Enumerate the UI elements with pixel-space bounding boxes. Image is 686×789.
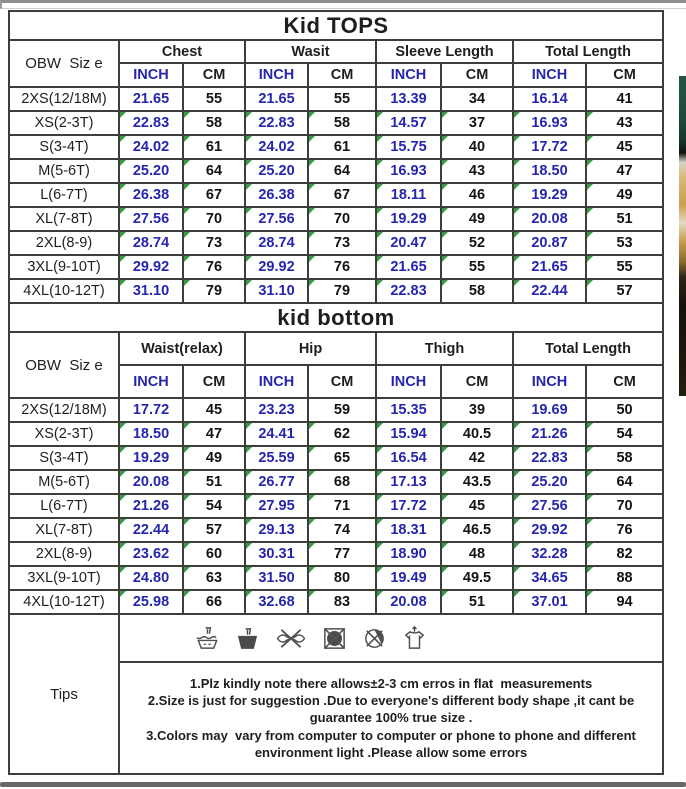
- value-cell: 88: [586, 566, 663, 590]
- value-cell: 30.31: [245, 542, 308, 566]
- value-cell: 28.74: [245, 231, 308, 255]
- value-cell: 39: [441, 398, 513, 422]
- value-cell: 76: [308, 255, 376, 279]
- value-cell: 77: [308, 542, 376, 566]
- value-cell: 70: [308, 207, 376, 231]
- measure-group-header: Total Length: [513, 332, 663, 365]
- value-cell: 26.38: [245, 183, 308, 207]
- measure-group-header: Thigh: [376, 332, 513, 365]
- value-cell: 41: [586, 87, 663, 111]
- unit-header-cm: CM: [183, 63, 245, 87]
- value-cell: 21.65: [376, 255, 441, 279]
- value-cell: 70: [183, 207, 245, 231]
- value-cell: 29.92: [513, 518, 586, 542]
- value-cell: 70: [586, 494, 663, 518]
- unit-header-inch: INCH: [245, 365, 308, 398]
- value-cell: 25.20: [119, 159, 183, 183]
- unit-header-inch: INCH: [376, 365, 441, 398]
- value-cell: 17.72: [119, 398, 183, 422]
- value-cell: 23.62: [119, 542, 183, 566]
- value-cell: 31.10: [245, 279, 308, 303]
- tip-line: 2.Size is just for suggestion .Due to everyone's different body shape ,it cant be guarantee 100% true size .: [147, 693, 638, 726]
- size-cell: 2XS(12/18M): [9, 398, 119, 422]
- value-cell: 46.5: [441, 518, 513, 542]
- value-cell: 58: [586, 446, 663, 470]
- value-cell: 63: [183, 566, 245, 590]
- value-cell: 62: [308, 422, 376, 446]
- previous-section-edge: [0, 0, 686, 9]
- value-cell: 46: [441, 183, 513, 207]
- size-cell: 4XL(10-12T): [9, 590, 119, 614]
- do-not-tumble-dry-icon: [321, 625, 348, 652]
- value-cell: 21.26: [119, 494, 183, 518]
- size-cell: 3XL(9-10T): [9, 255, 119, 279]
- value-cell: 52: [441, 231, 513, 255]
- value-cell: 21.65: [119, 87, 183, 111]
- value-cell: 17.72: [513, 135, 586, 159]
- value-cell: 27.95: [245, 494, 308, 518]
- value-cell: 18.50: [119, 422, 183, 446]
- value-cell: 29.92: [119, 255, 183, 279]
- value-cell: 50: [586, 398, 663, 422]
- value-cell: 27.56: [245, 207, 308, 231]
- value-cell: 51: [183, 470, 245, 494]
- value-cell: 29.92: [245, 255, 308, 279]
- value-cell: 20.08: [119, 470, 183, 494]
- bottom-divider: [0, 782, 686, 787]
- hand-wash-icon: [194, 625, 221, 652]
- size-cell: 3XL(9-10T): [9, 566, 119, 590]
- measure-group-header: Sleeve Length: [376, 40, 513, 63]
- value-cell: 16.14: [513, 87, 586, 111]
- value-cell: 21.65: [245, 87, 308, 111]
- value-cell: 28.74: [119, 231, 183, 255]
- care-icons-cell: [119, 614, 663, 662]
- tips-text: [119, 662, 663, 774]
- value-cell: 18.50: [513, 159, 586, 183]
- value-cell: 22.83: [513, 446, 586, 470]
- value-cell: 15.35: [376, 398, 441, 422]
- value-cell: 24.02: [119, 135, 183, 159]
- value-cell: 24.41: [245, 422, 308, 446]
- wash-basin-dark-icon: [234, 625, 261, 652]
- size-chart-table: [8, 10, 664, 775]
- unit-header-cm: CM: [586, 365, 663, 398]
- value-cell: 21.65: [513, 255, 586, 279]
- value-cell: 21.26: [513, 422, 586, 446]
- value-cell: 25.20: [245, 159, 308, 183]
- size-cell: XS(2-3T): [9, 111, 119, 135]
- value-cell: 49: [586, 183, 663, 207]
- value-cell: 19.49: [376, 566, 441, 590]
- tips-label: Tips: [9, 614, 119, 774]
- unit-header-cm: CM: [441, 63, 513, 87]
- value-cell: 57: [183, 518, 245, 542]
- hang-dry-icon: [401, 625, 428, 652]
- value-cell: 45: [183, 398, 245, 422]
- unit-header-inch: INCH: [245, 63, 308, 87]
- value-cell: 18.90: [376, 542, 441, 566]
- value-cell: 31.50: [245, 566, 308, 590]
- value-cell: 15.75: [376, 135, 441, 159]
- measure-group-header: Chest: [119, 40, 245, 63]
- size-cell: L(6-7T): [9, 183, 119, 207]
- size-cell: M(5-6T): [9, 470, 119, 494]
- kid-bottom-title: kid bottom: [9, 303, 663, 332]
- size-cell: 4XL(10-12T): [9, 279, 119, 303]
- value-cell: 22.44: [513, 279, 586, 303]
- measure-group-header: Waist(relax): [119, 332, 245, 365]
- value-cell: 42: [441, 446, 513, 470]
- value-cell: 25.20: [513, 470, 586, 494]
- value-cell: 58: [308, 111, 376, 135]
- value-cell: 47: [183, 422, 245, 446]
- measure-group-header: Total Length: [513, 40, 663, 63]
- unit-header-cm: CM: [586, 63, 663, 87]
- value-cell: 64: [586, 470, 663, 494]
- value-cell: 20.87: [513, 231, 586, 255]
- value-cell: 76: [586, 518, 663, 542]
- value-cell: 19.29: [513, 183, 586, 207]
- do-not-wring-icon: [274, 625, 308, 652]
- unit-header-inch: INCH: [119, 365, 183, 398]
- value-cell: 18.11: [376, 183, 441, 207]
- value-cell: 26.38: [119, 183, 183, 207]
- value-cell: 73: [308, 231, 376, 255]
- value-cell: 20.47: [376, 231, 441, 255]
- unit-header-cm: CM: [308, 63, 376, 87]
- value-cell: 26.77: [245, 470, 308, 494]
- value-cell: 14.57: [376, 111, 441, 135]
- value-cell: 49.5: [441, 566, 513, 590]
- value-cell: 66: [183, 590, 245, 614]
- value-cell: 22.83: [376, 279, 441, 303]
- value-cell: 45: [586, 135, 663, 159]
- value-cell: 17.13: [376, 470, 441, 494]
- value-cell: 67: [183, 183, 245, 207]
- size-cell: XL(7-8T): [9, 207, 119, 231]
- value-cell: 57: [586, 279, 663, 303]
- unit-header-inch: INCH: [513, 63, 586, 87]
- size-cell: S(3-4T): [9, 135, 119, 159]
- care-icons-row: [120, 625, 662, 652]
- value-cell: 40: [441, 135, 513, 159]
- size-column-header: OBW Siz e: [9, 332, 119, 398]
- value-cell: 94: [586, 590, 663, 614]
- size-cell: 2XL(8-9): [9, 542, 119, 566]
- value-cell: 79: [308, 279, 376, 303]
- unit-header-inch: INCH: [513, 365, 586, 398]
- size-cell: 2XL(8-9): [9, 231, 119, 255]
- size-cell: XS(2-3T): [9, 422, 119, 446]
- value-cell: 53: [586, 231, 663, 255]
- unit-header-cm: CM: [183, 365, 245, 398]
- value-cell: 68: [308, 470, 376, 494]
- size-column-header: OBW Siz e: [9, 40, 119, 87]
- value-cell: 22.44: [119, 518, 183, 542]
- value-cell: 64: [183, 159, 245, 183]
- value-cell: 32.28: [513, 542, 586, 566]
- value-cell: 23.23: [245, 398, 308, 422]
- size-cell: L(6-7T): [9, 494, 119, 518]
- value-cell: 79: [183, 279, 245, 303]
- value-cell: 61: [183, 135, 245, 159]
- size-cell: XL(7-8T): [9, 518, 119, 542]
- value-cell: 20.08: [513, 207, 586, 231]
- value-cell: 37: [441, 111, 513, 135]
- value-cell: 51: [586, 207, 663, 231]
- value-cell: 67: [308, 183, 376, 207]
- value-cell: 65: [308, 446, 376, 470]
- value-cell: 60: [183, 542, 245, 566]
- size-cell: 2XS(12/18M): [9, 87, 119, 111]
- size-cell: M(5-6T): [9, 159, 119, 183]
- value-cell: 19.29: [119, 446, 183, 470]
- value-cell: 58: [183, 111, 245, 135]
- tip-line: 1.Plz kindly note there allows±2-3 cm erros in flat measurements: [189, 676, 593, 692]
- value-cell: 43: [441, 159, 513, 183]
- value-cell: 83: [308, 590, 376, 614]
- value-cell: 32.68: [245, 590, 308, 614]
- value-cell: 16.93: [513, 111, 586, 135]
- value-cell: 27.56: [513, 494, 586, 518]
- value-cell: 40.5: [441, 422, 513, 446]
- value-cell: 54: [183, 494, 245, 518]
- value-cell: 76: [183, 255, 245, 279]
- value-cell: 24.02: [245, 135, 308, 159]
- value-cell: 59: [308, 398, 376, 422]
- unit-header-inch: INCH: [376, 63, 441, 87]
- value-cell: 19.29: [376, 207, 441, 231]
- measure-group-header: Hip: [245, 332, 376, 365]
- value-cell: 64: [308, 159, 376, 183]
- value-cell: 16.93: [376, 159, 441, 183]
- value-cell: 55: [586, 255, 663, 279]
- value-cell: 25.59: [245, 446, 308, 470]
- value-cell: 13.39: [376, 87, 441, 111]
- tip-line: 3.Colors may vary from computer to computer or phone to phone and different environment light .Please allow some errors: [146, 727, 640, 760]
- value-cell: 22.83: [119, 111, 183, 135]
- value-cell: 43.5: [441, 470, 513, 494]
- value-cell: 49: [183, 446, 245, 470]
- value-cell: 71: [308, 494, 376, 518]
- value-cell: 25.98: [119, 590, 183, 614]
- value-cell: 29.13: [245, 518, 308, 542]
- value-cell: 73: [183, 231, 245, 255]
- size-cell: S(3-4T): [9, 446, 119, 470]
- value-cell: 61: [308, 135, 376, 159]
- value-cell: 45: [441, 494, 513, 518]
- unit-header-inch: INCH: [119, 63, 183, 87]
- value-cell: 51: [441, 590, 513, 614]
- value-cell: 34: [441, 87, 513, 111]
- kid-tops-title: Kid TOPS: [9, 11, 663, 40]
- value-cell: 27.56: [119, 207, 183, 231]
- value-cell: 37.01: [513, 590, 586, 614]
- value-cell: 15.94: [376, 422, 441, 446]
- value-cell: 58: [441, 279, 513, 303]
- value-cell: 82: [586, 542, 663, 566]
- adjacent-photo-sliver: [679, 76, 686, 396]
- value-cell: 24.80: [119, 566, 183, 590]
- value-cell: 19.69: [513, 398, 586, 422]
- value-cell: 55: [441, 255, 513, 279]
- value-cell: 55: [183, 87, 245, 111]
- value-cell: 18.31: [376, 518, 441, 542]
- value-cell: 22.83: [245, 111, 308, 135]
- value-cell: 74: [308, 518, 376, 542]
- value-cell: 17.72: [376, 494, 441, 518]
- value-cell: 16.54: [376, 446, 441, 470]
- value-cell: 80: [308, 566, 376, 590]
- unit-header-cm: CM: [308, 365, 376, 398]
- do-not-dry-clean-icon: [361, 625, 388, 652]
- value-cell: 54: [586, 422, 663, 446]
- value-cell: 47: [586, 159, 663, 183]
- unit-header-cm: CM: [441, 365, 513, 398]
- value-cell: 43: [586, 111, 663, 135]
- value-cell: 31.10: [119, 279, 183, 303]
- value-cell: 48: [441, 542, 513, 566]
- value-cell: 49: [441, 207, 513, 231]
- value-cell: 55: [308, 87, 376, 111]
- value-cell: 20.08: [376, 590, 441, 614]
- value-cell: 34.65: [513, 566, 586, 590]
- measure-group-header: Wasit: [245, 40, 376, 63]
